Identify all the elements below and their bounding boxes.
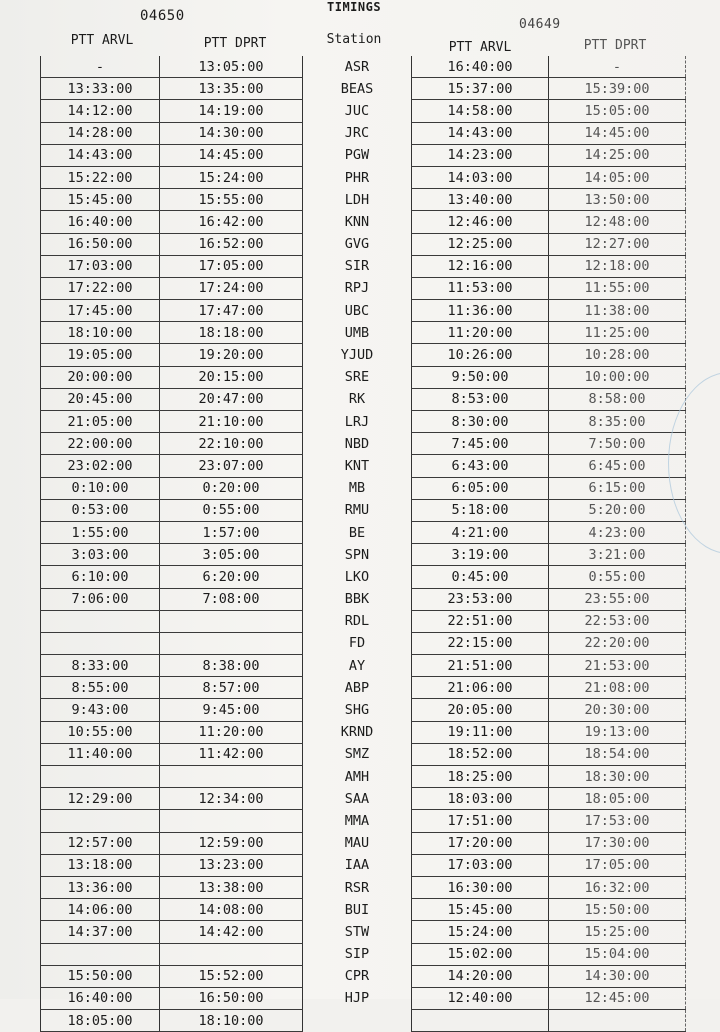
- cell-left-departure: 13:05:00: [160, 56, 303, 78]
- cell-station: SAA: [344, 790, 370, 807]
- timetable-row: [41, 544, 686, 566]
- timetable-row: [41, 144, 686, 166]
- cell-right-departure: 3:21:00: [549, 544, 686, 566]
- cell-left-arrival: 13:33:00: [41, 78, 160, 100]
- cell-left-departure: 14:42:00: [160, 921, 303, 943]
- train-number-right: 04649: [519, 17, 561, 32]
- cell-right-departure: 17:30:00: [549, 832, 686, 854]
- cell-left-arrival: 14:43:00: [41, 144, 160, 166]
- timetable-row: [41, 189, 686, 211]
- timetable-row: [41, 965, 686, 987]
- cell-left-departure: 16:50:00: [160, 987, 303, 1009]
- cell-right-arrival: 20:05:00: [412, 699, 549, 721]
- cell-right-arrival: 8:30:00: [412, 411, 549, 433]
- cell-right-departure: 14:45:00: [549, 122, 686, 144]
- cell-left-arrival: -: [41, 56, 160, 78]
- cell-station: KNN: [344, 213, 370, 230]
- cell-station: LRJ: [344, 413, 370, 430]
- cell-station: BUI: [344, 901, 370, 918]
- cell-left-departure: 22:10:00: [160, 433, 303, 455]
- cell-left-arrival: 14:06:00: [41, 899, 160, 921]
- cell-right-arrival: 11:36:00: [412, 300, 549, 322]
- cell-station: KNT: [344, 457, 370, 474]
- cell-station: PHR: [344, 169, 370, 186]
- timetable-row: [41, 455, 686, 477]
- cell-left-arrival: 13:36:00: [41, 876, 160, 898]
- cell-right-departure: 21:08:00: [549, 677, 686, 699]
- cell-right-arrival: 7:45:00: [412, 433, 549, 455]
- cell-station: SHG: [344, 702, 370, 719]
- cell-right-arrival: 15:24:00: [412, 921, 549, 943]
- cell-station: SIP: [344, 946, 370, 963]
- cell-left-departure: [160, 610, 303, 632]
- cell-station: JRC: [344, 125, 370, 142]
- cell-left-departure: 12:34:00: [160, 788, 303, 810]
- cell-station: SPN: [344, 546, 370, 563]
- cell-right-arrival: 11:53:00: [412, 277, 549, 299]
- cell-right-arrival: 17:03:00: [412, 854, 549, 876]
- cell-right-arrival: 18:03:00: [412, 788, 549, 810]
- cell-left-departure: 21:10:00: [160, 411, 303, 433]
- cell-station: MMA: [344, 812, 370, 829]
- cell-right-arrival: 21:51:00: [412, 655, 549, 677]
- page-title: TIMINGS: [327, 0, 382, 14]
- cell-right-arrival: 21:06:00: [412, 677, 549, 699]
- cell-right-departure: 22:20:00: [549, 632, 686, 654]
- cell-left-departure: 0:20:00: [160, 477, 303, 499]
- timetable-row: [41, 499, 686, 521]
- cell-station: KRND: [340, 724, 374, 741]
- col-header-left-arrival: PTT ARVL: [70, 33, 134, 48]
- cell-right-arrival: 19:11:00: [412, 721, 549, 743]
- timetable-row: [41, 411, 686, 433]
- cell-right-departure: 18:30:00: [549, 766, 686, 788]
- cell-right-arrival: 17:51:00: [412, 810, 549, 832]
- col-header-left-departure: PTT DPRT: [203, 36, 267, 51]
- cell-left-departure: 6:20:00: [160, 566, 303, 588]
- cell-right-departure: 19:13:00: [549, 721, 686, 743]
- timetable-row: [41, 277, 686, 299]
- cell-right-departure: 6:15:00: [549, 477, 686, 499]
- cell-right-departure: -: [549, 56, 686, 78]
- cell-right-arrival: 16:30:00: [412, 876, 549, 898]
- cell-right-arrival: 15:02:00: [412, 943, 549, 965]
- timetable-row: [41, 899, 686, 921]
- cell-right-departure: 15:50:00: [549, 899, 686, 921]
- cell-station: BE: [348, 524, 366, 541]
- cell-station: RSR: [344, 879, 370, 896]
- cell-left-departure: [160, 810, 303, 832]
- cell-left-arrival: 15:50:00: [41, 965, 160, 987]
- timetable-row: [41, 477, 686, 499]
- timetable-row: [41, 876, 686, 898]
- cell-station: BEAS: [340, 80, 374, 97]
- cell-left-arrival: 21:05:00: [41, 411, 160, 433]
- cell-right-departure: 23:55:00: [549, 588, 686, 610]
- timetable-row: [41, 566, 686, 588]
- cell-right-departure: 5:20:00: [549, 499, 686, 521]
- cell-left-arrival: 10:55:00: [41, 721, 160, 743]
- cell-right-departure: 17:53:00: [549, 810, 686, 832]
- cell-right-arrival: 14:03:00: [412, 166, 549, 188]
- cell-right-departure: 14:30:00: [549, 965, 686, 987]
- cell-left-arrival: 8:33:00: [41, 655, 160, 677]
- col-header-right-departure: PTT DPRT: [583, 38, 647, 53]
- cell-right-arrival: 14:58:00: [412, 100, 549, 122]
- cell-station: [303, 1010, 412, 1032]
- timetable-row: [41, 211, 686, 233]
- cell-left-departure: [160, 943, 303, 965]
- timetable-row: [41, 233, 686, 255]
- cell-right-departure: 8:58:00: [549, 388, 686, 410]
- cell-left-departure: 11:42:00: [160, 743, 303, 765]
- cell-station: YJUD: [340, 347, 374, 364]
- cell-right-departure: 22:53:00: [549, 610, 686, 632]
- timetable-row: [41, 987, 686, 1009]
- cell-station: FD: [348, 635, 366, 652]
- cell-left-arrival: 9:43:00: [41, 699, 160, 721]
- cell-left-departure: 17:05:00: [160, 255, 303, 277]
- cell-right-departure: 6:45:00: [549, 455, 686, 477]
- cell-right-arrival: 10:26:00: [412, 344, 549, 366]
- timetable: [40, 56, 686, 1032]
- cell-left-departure: 14:19:00: [160, 100, 303, 122]
- cell-left-arrival: 12:29:00: [41, 788, 160, 810]
- cell-left-arrival: [41, 766, 160, 788]
- cell-left-arrival: 17:03:00: [41, 255, 160, 277]
- cell-left-arrival: 20:45:00: [41, 388, 160, 410]
- cell-left-arrival: [41, 943, 160, 965]
- cell-station: LKO: [344, 568, 370, 585]
- cell-left-departure: 17:47:00: [160, 300, 303, 322]
- cell-left-departure: 20:47:00: [160, 388, 303, 410]
- cell-right-arrival: 23:53:00: [412, 588, 549, 610]
- cell-right-departure: 4:23:00: [549, 521, 686, 543]
- timetable-row: [41, 832, 686, 854]
- cell-station: AMH: [344, 768, 370, 785]
- cell-right-arrival: 22:15:00: [412, 632, 549, 654]
- cell-station: RDL: [344, 613, 370, 630]
- cell-right-departure: 15:04:00: [549, 943, 686, 965]
- cell-left-departure: 8:38:00: [160, 655, 303, 677]
- cell-right-departure: 12:48:00: [549, 211, 686, 233]
- cell-right-departure: 18:54:00: [549, 743, 686, 765]
- cell-right-departure: 11:25:00: [549, 322, 686, 344]
- cell-right-arrival: 0:45:00: [412, 566, 549, 588]
- timetable-row: [41, 632, 686, 654]
- cell-left-arrival: 19:05:00: [41, 344, 160, 366]
- train-number-left: 04650: [140, 8, 185, 24]
- cell-station: SMZ: [344, 746, 370, 763]
- cell-right-arrival: 14:23:00: [412, 144, 549, 166]
- cell-left-departure: 14:08:00: [160, 899, 303, 921]
- cell-left-arrival: 13:18:00: [41, 854, 160, 876]
- cell-right-departure: 12:18:00: [549, 255, 686, 277]
- cell-left-arrival: 0:10:00: [41, 477, 160, 499]
- cell-station: SIR: [344, 258, 370, 275]
- cell-station: BBK: [344, 591, 370, 608]
- cell-station: RK: [348, 391, 366, 408]
- cell-station: UBC: [344, 302, 370, 319]
- cell-right-arrival: [412, 1010, 549, 1032]
- cell-left-departure: [160, 632, 303, 654]
- cell-right-departure: 12:27:00: [549, 233, 686, 255]
- cell-station: CPR: [344, 968, 370, 985]
- cell-left-arrival: [41, 810, 160, 832]
- timetable-row: [41, 521, 686, 543]
- cell-station: GVG: [344, 236, 370, 253]
- cell-station: JUC: [344, 102, 370, 119]
- cell-station: ABP: [344, 679, 370, 696]
- cell-left-arrival: 0:53:00: [41, 499, 160, 521]
- cell-right-departure: 12:45:00: [549, 987, 686, 1009]
- cell-right-departure: 8:35:00: [549, 411, 686, 433]
- cell-right-departure: 0:55:00: [549, 566, 686, 588]
- timetable-row: [41, 588, 686, 610]
- cell-right-departure: 14:25:00: [549, 144, 686, 166]
- cell-left-departure: 16:42:00: [160, 211, 303, 233]
- cell-left-departure: 17:24:00: [160, 277, 303, 299]
- timetable-row: [41, 921, 686, 943]
- cell-right-arrival: 12:25:00: [412, 233, 549, 255]
- cell-right-arrival: 13:40:00: [412, 189, 549, 211]
- cell-right-arrival: 9:50:00: [412, 366, 549, 388]
- cell-right-departure: 15:25:00: [549, 921, 686, 943]
- cell-left-arrival: 15:22:00: [41, 166, 160, 188]
- cell-left-arrival: [41, 632, 160, 654]
- cell-left-arrival: 17:45:00: [41, 300, 160, 322]
- cell-right-arrival: 12:40:00: [412, 987, 549, 1009]
- cell-left-departure: 9:45:00: [160, 699, 303, 721]
- cell-left-arrival: 23:02:00: [41, 455, 160, 477]
- cell-station: UMB: [344, 324, 370, 341]
- cell-left-arrival: 18:10:00: [41, 322, 160, 344]
- timetable-row: [41, 322, 686, 344]
- cell-right-departure: 17:05:00: [549, 854, 686, 876]
- cell-left-departure: 13:23:00: [160, 854, 303, 876]
- cell-right-arrival: 15:45:00: [412, 899, 549, 921]
- cell-left-departure: 15:52:00: [160, 965, 303, 987]
- cell-right-departure: 13:50:00: [549, 189, 686, 211]
- timetable-row: [41, 78, 686, 100]
- cell-right-arrival: 22:51:00: [412, 610, 549, 632]
- cell-left-departure: 15:24:00: [160, 166, 303, 188]
- timetable-row: [41, 610, 686, 632]
- timetable-row: [41, 344, 686, 366]
- cell-left-arrival: 12:57:00: [41, 832, 160, 854]
- timetable-row: [41, 854, 686, 876]
- col-header-right-arrival: PTT ARVL: [448, 40, 512, 55]
- cell-left-departure: 8:57:00: [160, 677, 303, 699]
- timetable-row: [41, 255, 686, 277]
- cell-station: SRE: [344, 369, 370, 386]
- cell-left-arrival: 14:12:00: [41, 100, 160, 122]
- cell-right-departure: 10:00:00: [549, 366, 686, 388]
- cell-left-departure: [160, 766, 303, 788]
- cell-right-arrival: 16:40:00: [412, 56, 549, 78]
- cell-left-arrival: 3:03:00: [41, 544, 160, 566]
- timetable-row: [41, 433, 686, 455]
- cell-station: MB: [348, 480, 366, 497]
- cell-right-arrival: 12:46:00: [412, 211, 549, 233]
- cell-right-arrival: 15:37:00: [412, 78, 549, 100]
- cell-left-departure: 14:45:00: [160, 144, 303, 166]
- cell-station: LDH: [344, 191, 370, 208]
- cell-station: NBD: [344, 435, 370, 452]
- cell-left-departure: 18:18:00: [160, 322, 303, 344]
- cell-right-departure: 21:53:00: [549, 655, 686, 677]
- cell-left-departure: 15:55:00: [160, 189, 303, 211]
- cell-right-arrival: 4:21:00: [412, 521, 549, 543]
- timetable-row: [41, 743, 686, 765]
- cell-left-departure: 3:05:00: [160, 544, 303, 566]
- cell-right-arrival: 3:19:00: [412, 544, 549, 566]
- cell-left-departure: 0:55:00: [160, 499, 303, 521]
- cell-left-departure: 11:20:00: [160, 721, 303, 743]
- cell-left-departure: 19:20:00: [160, 344, 303, 366]
- timetable-row: [41, 766, 686, 788]
- timetable-row: [41, 300, 686, 322]
- cell-right-arrival: 12:16:00: [412, 255, 549, 277]
- cell-right-departure: 11:55:00: [549, 277, 686, 299]
- cell-left-arrival: 18:05:00: [41, 1010, 160, 1032]
- cell-station: PGW: [344, 147, 370, 164]
- cell-left-arrival: 6:10:00: [41, 566, 160, 588]
- cell-right-arrival: 14:20:00: [412, 965, 549, 987]
- cell-left-arrival: 14:37:00: [41, 921, 160, 943]
- col-header-station: Station: [326, 32, 382, 47]
- timetable-row: [41, 699, 686, 721]
- timetable-row: [41, 655, 686, 677]
- cell-station: MAU: [344, 835, 370, 852]
- timetable-row: [41, 943, 686, 965]
- cell-left-arrival: 8:55:00: [41, 677, 160, 699]
- cell-right-arrival: 18:52:00: [412, 743, 549, 765]
- cell-station: STW: [344, 923, 370, 940]
- timetable-row: [41, 166, 686, 188]
- cell-right-departure: 7:50:00: [549, 433, 686, 455]
- cell-left-arrival: 17:22:00: [41, 277, 160, 299]
- timetable-row: [41, 788, 686, 810]
- cell-left-departure: 16:52:00: [160, 233, 303, 255]
- cell-right-arrival: 11:20:00: [412, 322, 549, 344]
- cell-right-departure: 18:05:00: [549, 788, 686, 810]
- cell-station: RMU: [344, 502, 370, 519]
- timetable-row: [41, 388, 686, 410]
- cell-right-departure: 11:38:00: [549, 300, 686, 322]
- cell-left-departure: 13:38:00: [160, 876, 303, 898]
- cell-left-departure: 13:35:00: [160, 78, 303, 100]
- cell-left-arrival: [41, 610, 160, 632]
- cell-left-departure: 20:15:00: [160, 366, 303, 388]
- cell-right-departure: 10:28:00: [549, 344, 686, 366]
- cell-station: RPJ: [344, 280, 370, 297]
- cell-right-departure: 15:39:00: [549, 78, 686, 100]
- timetable-row: [41, 721, 686, 743]
- cell-left-arrival: 20:00:00: [41, 366, 160, 388]
- cell-left-departure: 23:07:00: [160, 455, 303, 477]
- cell-left-arrival: 1:55:00: [41, 521, 160, 543]
- cell-left-arrival: 16:40:00: [41, 211, 160, 233]
- cell-right-arrival: 5:18:00: [412, 499, 549, 521]
- cell-left-arrival: 16:40:00: [41, 987, 160, 1009]
- timetable-row: [41, 677, 686, 699]
- cell-station: IAA: [344, 857, 370, 874]
- timetable-row: [41, 1010, 686, 1032]
- cell-left-arrival: 11:40:00: [41, 743, 160, 765]
- cell-right-departure: 14:05:00: [549, 166, 686, 188]
- cell-left-departure: 7:08:00: [160, 588, 303, 610]
- cell-station: ASR: [344, 58, 370, 75]
- cell-right-arrival: 17:20:00: [412, 832, 549, 854]
- cell-left-arrival: 16:50:00: [41, 233, 160, 255]
- cell-right-departure: [549, 1010, 686, 1032]
- cell-left-arrival: 15:45:00: [41, 189, 160, 211]
- cell-station: HJP: [344, 990, 370, 1007]
- cell-station: AY: [348, 657, 366, 674]
- cell-left-departure: 1:57:00: [160, 521, 303, 543]
- cell-right-departure: 20:30:00: [549, 699, 686, 721]
- cell-left-arrival: 14:28:00: [41, 122, 160, 144]
- cell-left-departure: 14:30:00: [160, 122, 303, 144]
- cell-left-departure: 18:10:00: [160, 1010, 303, 1032]
- cell-left-departure: 12:59:00: [160, 832, 303, 854]
- cell-right-arrival: 8:53:00: [412, 388, 549, 410]
- cell-left-arrival: 7:06:00: [41, 588, 160, 610]
- cell-right-departure: 16:32:00: [549, 876, 686, 898]
- cell-right-arrival: 6:43:00: [412, 455, 549, 477]
- timetable-row: [41, 56, 686, 78]
- timetable-row: [41, 366, 686, 388]
- timetable-row: [41, 810, 686, 832]
- cell-right-arrival: 14:43:00: [412, 122, 549, 144]
- timetable-row: [41, 122, 686, 144]
- cell-right-departure: 15:05:00: [549, 100, 686, 122]
- cell-right-arrival: 18:25:00: [412, 766, 549, 788]
- cell-left-arrival: 22:00:00: [41, 433, 160, 455]
- timetable-row: [41, 100, 686, 122]
- cell-right-arrival: 6:05:00: [412, 477, 549, 499]
